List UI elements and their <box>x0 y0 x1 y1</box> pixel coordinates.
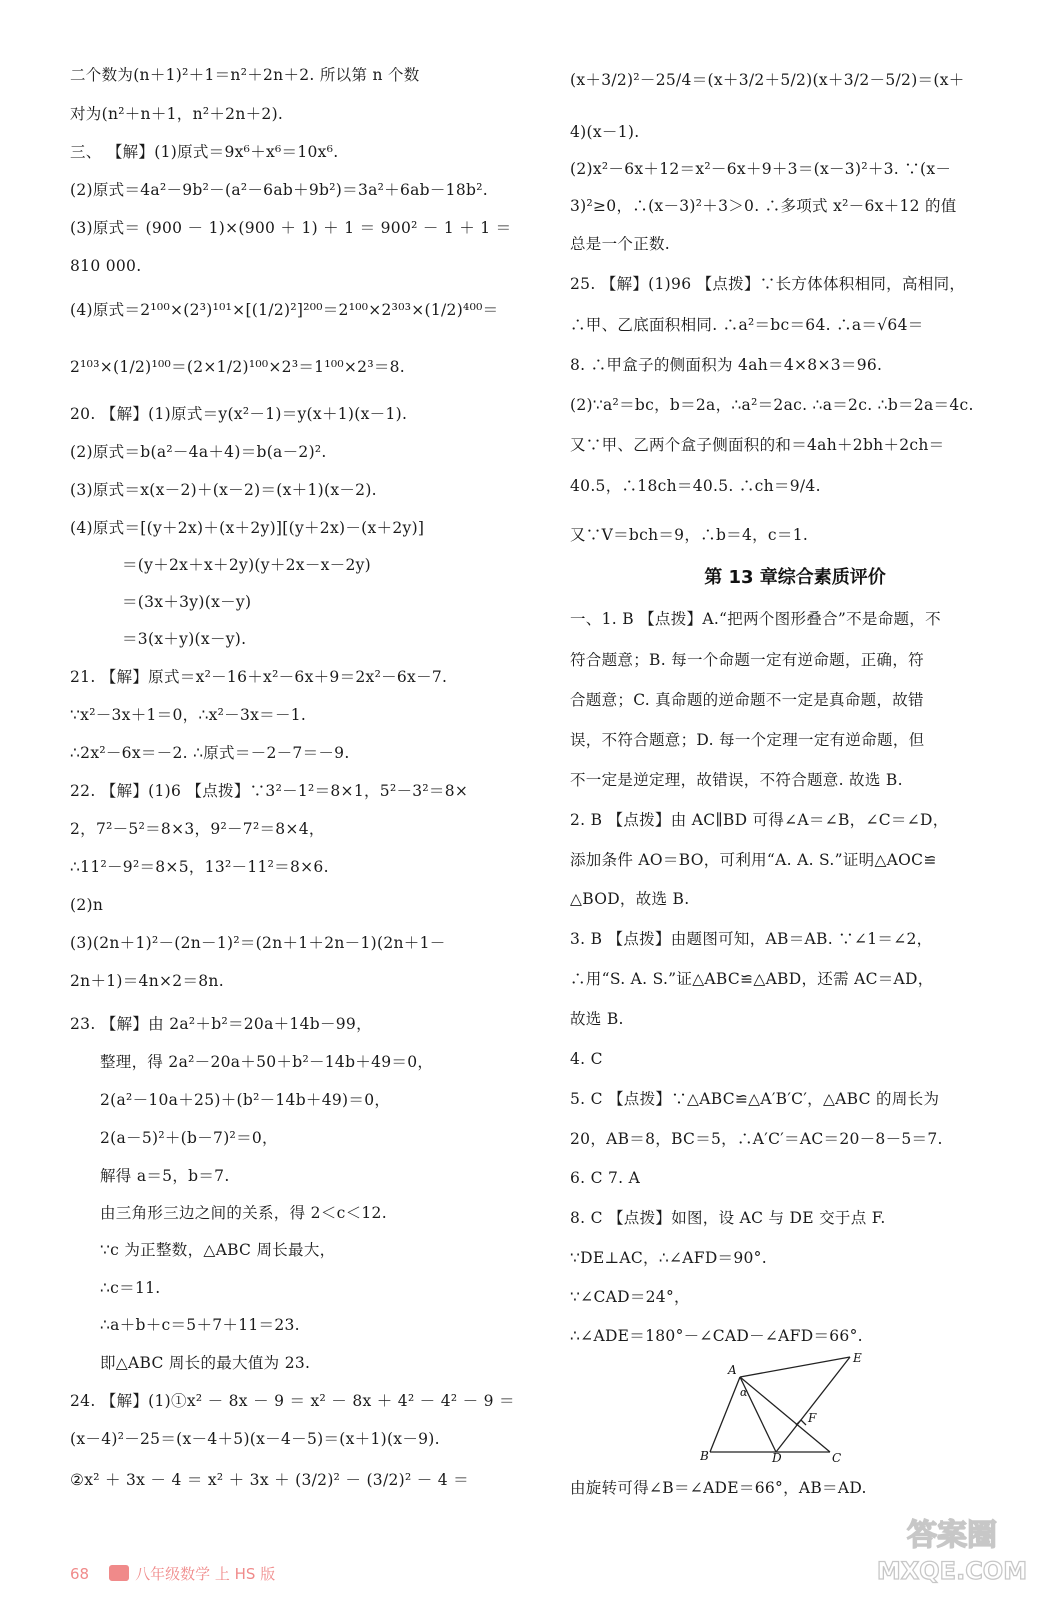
right-line: (x＋3/2)²－25/4＝(x＋3/2＋5/2)(x＋3/2－5/2)＝(x＋ <box>570 71 965 89</box>
label-a: A <box>728 1363 737 1377</box>
left-line: 2n＋1)＝4n×2＝8n. <box>70 972 224 990</box>
left-line: ∵c 为正整数，△ABC 周长最大， <box>100 1241 336 1259</box>
right-line: 4. C <box>570 1050 603 1068</box>
right-line: 8. ∴甲盒子的侧面积为 4ah＝4×8×3＝96. <box>570 356 883 374</box>
right-line: 2. B 【点拨】由 AC∥BD 可得∠A＝∠B，∠C＝∠D， <box>570 811 949 829</box>
left-line: (2)n <box>70 896 104 914</box>
left-line: 20. 【解】(1)原式＝y(x²－1)＝y(x＋1)(x－1). <box>70 405 408 423</box>
right-line: (2)x²－6x＋12＝x²－6x＋9＋3＝(x－3)²＋3. ∵(x－ <box>570 160 952 178</box>
right-line: 由旋转可得∠B＝∠ADE＝66°，AB＝AD. <box>570 1479 867 1497</box>
right-line: 不一定是逆定理，故错误，不符合题意. 故选 B. <box>570 771 903 789</box>
left-line: 2¹⁰³×(1/2)¹⁰⁰＝(2×1/2)¹⁰⁰×2³＝1¹⁰⁰×2³＝8. <box>70 358 406 376</box>
label-b: B <box>700 1449 709 1462</box>
right-line: ∵∠CAD＝24°， <box>570 1288 690 1306</box>
left-line: (4)原式＝[(y＋2x)＋(x＋2y)][(y＋2x)－(x＋2y)] <box>70 519 425 537</box>
right-line: 一、1. B 【点拨】A.“把两个图形叠合”不是命题，不 <box>570 610 941 628</box>
left-line: ∴11²－9²＝8×5，13²－11²＝8×6. <box>70 858 329 876</box>
right-line: 误，不符合题意；D. 每一个定理一定有逆命题，但 <box>570 731 925 749</box>
right-line: 总是一个正数. <box>570 235 671 253</box>
right-line: ∴∠ADE＝180°－∠CAD－∠AFD＝66°. <box>570 1327 863 1345</box>
watermark-logo <box>872 1505 1032 1590</box>
left-line: 21. 【解】原式＝x²－16＋x²－6x＋9＝2x²－6x－7. <box>70 668 448 686</box>
label-f: F <box>808 1411 817 1425</box>
left-line: (3)(2n＋1)²－(2n－1)²＝(2n＋1＋2n－1)(2n＋1－ <box>70 934 446 952</box>
page-number: 68 <box>70 1565 90 1583</box>
book-title: 八年级数学 上 HS 版 <box>135 1565 276 1583</box>
left-line: ＝(3x＋3y)(x－y) <box>122 593 252 611</box>
left-line: (2)原式＝4a²－9b²－(a²－6ab＋9b²)＝3a²＋6ab－18b². <box>70 181 488 199</box>
left-line: (4)原式＝2¹⁰⁰×(2³)¹⁰¹×[(1/2)²]²⁰⁰＝2¹⁰⁰×2³⁰³×(1/2)⁴⁰⁰＝ <box>70 301 499 319</box>
right-line: ∴甲、乙底面积相同. ∴a²＝bc＝64. ∴a＝√64＝ <box>570 316 924 334</box>
left-line: 即△ABC 周长的最大值为 23. <box>100 1354 311 1372</box>
left-line: 三、 【解】(1)原式＝9x⁶＋x⁶＝10x⁶. <box>70 143 339 161</box>
brand-logo-icon <box>109 1565 129 1581</box>
right-line: ∵DE⊥AC，∴∠AFD＝90°. <box>570 1249 767 1267</box>
label-d: D <box>772 1451 782 1462</box>
triangle-figure <box>700 1352 870 1462</box>
right-line: 又∵V＝bch＝9，∴b＝4，c＝1. <box>570 526 809 544</box>
left-line: 22. 【解】(1)6 【点拨】∵3²－1²＝8×1，5²－3²＝8× <box>70 782 469 800</box>
right-line: 符合题意；B. 每一个命题一定有逆命题，正确，符 <box>570 651 924 669</box>
section-title: 第 13 章综合素质评价 <box>704 567 886 588</box>
left-line: ∴2x²－6x＝－2. ∴原式＝－2－7＝－9. <box>70 744 350 762</box>
left-line: 解得 a＝5，b＝7. <box>100 1167 230 1185</box>
left-line: 整理，得 2a²－20a＋50＋b²－14b＋49＝0， <box>100 1053 434 1071</box>
left-line: (3)原式＝ (900 － 1)×(900 ＋ 1) ＋ 1 ＝ 900² － 1 ＋ 1 ＝ <box>70 219 512 237</box>
left-line: 二个数为(n＋1)²＋1＝n²＋2n＋2. 所以第 n 个数 <box>70 66 420 84</box>
left-line: ＝3(x＋y)(x－y). <box>122 630 247 648</box>
watermark-text-top: 答案圈 <box>907 1518 997 1553</box>
watermark-text-bottom: MXQE.COM <box>876 1557 1028 1585</box>
right-line: 3)²≥0，∴(x－3)²＋3＞0. ∴多项式 x²－6x＋12 的值 <box>570 197 957 215</box>
right-line: 6. C 7. A <box>570 1169 641 1187</box>
page-footer <box>70 1563 275 1584</box>
right-line: 25. 【解】(1)96 【点拨】∵长方体体积相同，高相同， <box>570 275 966 293</box>
left-line: ＝(y＋2x＋x＋2y)(y＋2x－x－2y) <box>122 556 372 574</box>
right-line: ∴用“S. A. S.”证△ABC≌△ABD，还需 AC＝AD， <box>570 970 934 988</box>
left-line: ②x² ＋ 3x － 4 ＝ x² ＋ 3x ＋ (3/2)² － (3/2)² － 4 ＝ <box>70 1471 469 1489</box>
left-line: 由三角形三边之间的关系，得 2＜c＜12. <box>100 1204 387 1222</box>
right-line: 故选 B. <box>570 1010 624 1028</box>
label-e: E <box>853 1352 862 1365</box>
label-alpha: α <box>740 1386 748 1399</box>
left-line: ∴a＋b＋c＝5＋7＋11＝23. <box>100 1316 300 1334</box>
right-line: 又∵甲、乙两个盒子侧面积的和＝4ah＋2bh＋2ch＝ <box>570 436 945 454</box>
left-line: ∵x²－3x＋1＝0，∴x²－3x＝－1. <box>70 706 307 724</box>
left-line: (2)原式＝b(a²－4a＋4)＝b(a－2)². <box>70 443 327 461</box>
left-line: 24. 【解】(1)①x² － 8x － 9 ＝ x² － 8x ＋ 4² － 4² － 9 ＝ <box>70 1392 515 1410</box>
right-line: 5. C 【点拨】∵△ABC≌△A′B′C′，△ABC 的周长为 <box>570 1090 940 1108</box>
left-line: 2(a²－10a＋25)＋(b²－14b＋49)＝0， <box>100 1091 391 1109</box>
left-line: 810 000. <box>70 257 142 275</box>
right-line: △BOD，故选 B. <box>570 890 690 908</box>
right-line: (2)∵a²＝bc，b＝2a，∴a²＝2ac. ∴a＝2c. ∴b＝2a＝4c. <box>570 396 974 414</box>
left-line: (3)原式＝x(x－2)＋(x－2)＝(x＋1)(x－2). <box>70 481 377 499</box>
right-line: 3. B 【点拨】由题图可知，AB＝AB. ∵∠1＝∠2， <box>570 930 933 948</box>
right-line: 添加条件 AO＝BO，可利用“A. A. S.”证明△AOC≌ <box>570 851 937 869</box>
right-line: 8. C 【点拨】如图，设 AC 与 DE 交于点 F. <box>570 1209 886 1227</box>
left-line: ∴c＝11. <box>100 1279 161 1297</box>
right-line: 40.5，∴18ch＝40.5. ∴ch＝9/4. <box>570 477 821 495</box>
left-line: 23. 【解】由 2a²＋b²＝20a＋14b－99， <box>70 1015 372 1033</box>
right-line: 合题意；C. 真命题的逆命题不一定是真命题，故错 <box>570 691 924 709</box>
right-line: 4)(x－1). <box>570 123 640 141</box>
left-line: (x－4)²－25＝(x－4＋5)(x－4－5)＝(x＋1)(x－9). <box>70 1430 440 1448</box>
left-line: 2，7²－5²＝8×3，9²－7²＝8×4， <box>70 820 325 838</box>
label-c: C <box>832 1451 842 1462</box>
left-line: 对为(n²＋n＋1，n²＋2n＋2). <box>70 105 284 123</box>
right-line: 20，AB＝8，BC＝5，∴A′C′＝AC＝20－8－5＝7. <box>570 1130 943 1148</box>
left-line: 2(a－5)²＋(b－7)²＝0， <box>100 1129 278 1147</box>
